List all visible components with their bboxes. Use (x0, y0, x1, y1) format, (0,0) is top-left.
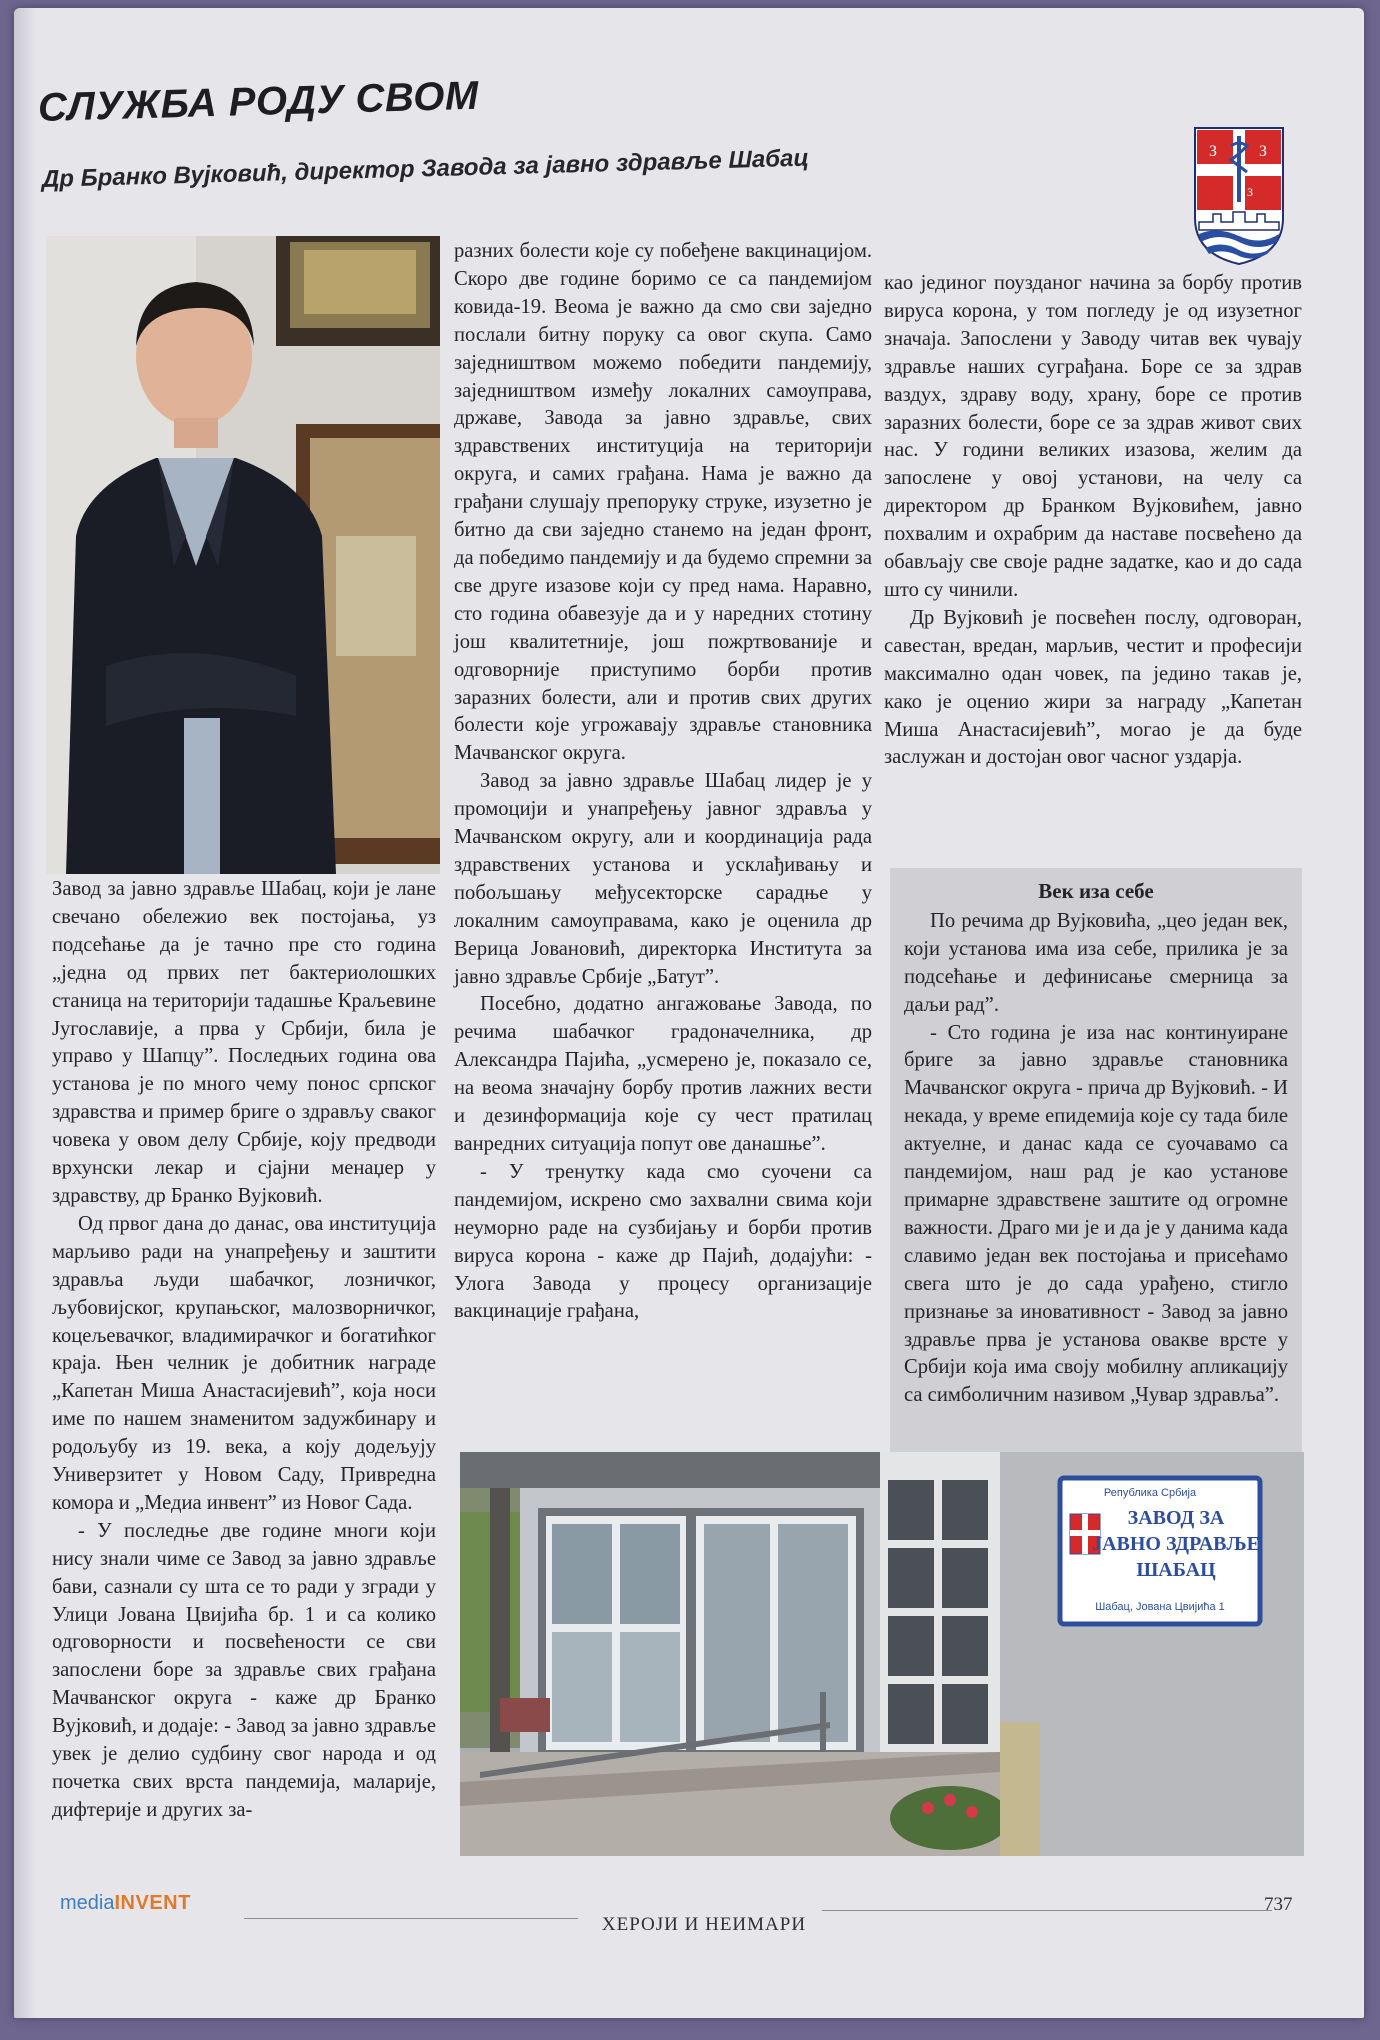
media-invent-logo (60, 1892, 191, 1915)
text-column-1 (52, 876, 436, 1825)
text-column-3 (884, 270, 1302, 772)
article-title: СЛУЖБА РОДУ СВОМ (37, 73, 480, 130)
paragraph: разних болести које су побеђене вакцинацијом. Скоро две године боримо се са пандемијом ковида-19. Веома је важно да смо сви заједно послали битну поруку са овог скупа. Само заједништвом можемо победити пандемију, заједништвом између локалних самоуправа, државе, Завода за јавно здравље, свих здравствених институција на територији округа, и самих грађана. Нама је важно да грађани слушају препоруку струке, изузетно је битно да сви заједно станемо на један фронт, да победимо пандемију и да будемо спремни за све друге изазове који су пред нама. Наравно, сто година обавезује да и у наредних стотину још квалитетније, још пожртвованије и одговорније приступимо борби против заразних болести, али и против свих других болести које угрожавају здравље становника Мачванског округа. (454, 240, 872, 765)
svg-text:З: З (1259, 143, 1268, 160)
paragraph: као јединог поузданог начина за борбу против вируса корона, у том погледу је од изузетног значаја. Запослени у Заводу читав век чувају здравље наших суграђана. Боре се за здрав ваздух, здраву воду, храну, боре се против заразних болести, боре се за здрав живот свих нас. У години великих изазова, желим да запослене у овој установи, на челу са директором др Бранком Вујковићем, јавно похвалим и охрабрим да наставе посвећено да обављају све своје радне задатке, као и до сада што су чинили. (884, 272, 1302, 601)
svg-text:З: З (1247, 185, 1254, 199)
sidebar-heading: Век иза себе (1038, 879, 1154, 903)
page-number: 737 (1264, 1894, 1293, 1915)
sign-top-text: Република Србија (1103, 1487, 1197, 1499)
article-subtitle: Др Бранко Вујковић, директор Завода за јавно здравље Шабац (41, 144, 810, 193)
city-crest-logo (1193, 126, 1285, 266)
paragraph: - У последње две године многи који нису знали чиме се Завод за јавно здравље бави, сазнали су шта се то ради у згради у Улици Јована Цвијића бр. 1 и са колико одговорности и посвећености се сви запослени боре за здравље свих грађана Мачванског округа - каже др Бранко Вујковић, и додаје: - Завод за јавно здравље увек је делио судбину свог народа и од почетка свих врста пандемија, маларије, дифтерије и других за- (52, 1519, 436, 1821)
footer-rule-left (244, 1918, 578, 1919)
paragraph: Др Вујковић је посвећен послу, одговоран, савестан, вредан, марљив, честит и професији максимално одан човек, па једино такав је, како је оценио жири за награду „Капетан Миша Анастасијевић”, могао је да буде заслужан и достојан овог часног уздарја. (884, 606, 1302, 769)
building-photo (460, 1452, 1304, 1856)
svg-text:З: З (1209, 143, 1218, 160)
paragraph: По речима др Вујковића, „цео један век, који установа има иза себе, прилика је за подсећање и дефинисање смерница за даљи рад”. (904, 909, 1288, 1016)
sidebar-box (890, 868, 1302, 1454)
sign-line-2: ЈАВНО ЗДРАВЉЕ (1092, 1533, 1260, 1555)
logo-media-text: media (60, 1892, 115, 1914)
sign-line-3: ШАБАЦ (1136, 1559, 1216, 1581)
paragraph: - Сто година је иза нас континуиране бриге за јавно здравље становника Мачванског округа - прича др Вујковић. - И некада, у време епидемија које су тада биле актуелне, и данас када се суочавамо са пандемијом, наш рад је као установе примарне здравствене заштите од огромне важности. Драго ми је и да је у данима када славимо један век постојања и присећамо свега што је до сада урађено, стигло признање за иновативност - Завод за јавно здравље прва је установа овакве врсте у Србији која има своју мобилну апликацију са симболичним називом „Чувар здравља”. (904, 1021, 1288, 1407)
magazine-page (14, 8, 1364, 2018)
text-column-2 (454, 238, 872, 1326)
portrait-illustration (46, 236, 440, 874)
logo-invent-text: INVENT (114, 1892, 191, 1914)
paragraph: Завод за јавно здравље Шабац лидер је у промоцији и унапређењу јавног здравља у Мачванском округу, али и координација рада здравствених установа и усклађивању и побољшању међусекторске сарадње у локалним самоуправама, како је оценила др Верица Јовановић, директорка Института за јавно здравље Србије „Батут”. (454, 770, 872, 988)
building-illustration (460, 1452, 1304, 1856)
sign-address: Шабац, Јована Цвијића 1 (1095, 1601, 1225, 1613)
footer-rule-right (822, 1910, 1272, 1911)
footer-section-title: ХЕРОЈИ И НЕИМАРИ (601, 1914, 807, 1935)
paragraph: Завод за јавно здравље Шабац, који је лане свечано обележио век постојања, уз подсећање да је тачно пре сто година „једна од првих пет бактериолошких станица на територији тадашње Краљевине Југославије, а прва у Србији, била је управо у Шапцу”. Последњих година ова установа је по много чему понос српског здравства и пример бриге о здрављу сваког човека у овом делу Србије, коју предводи врхунски лекар и сјајни менаџер у здравству, др Бранко Вујковић. (52, 878, 436, 1207)
paragraph: Посебно, додатно ангажовање Завода, по речима шабачког градоначелника, др Александра Пајића, „усмерено је, показало се, на веома значајну борбу против лажних вести и дезинформација које су чест пратилац ванредних ситуација попут ове данашње”. (454, 993, 872, 1155)
portrait-photo (46, 236, 440, 874)
sign-line-1: ЗАВОД ЗА (1127, 1507, 1225, 1529)
paragraph: Од првог дана до данас, ова институција марљиво ради на унапређењу и заштити здравља људи шабачког, лозничког, љубовијског, крупањског, малозворничког, коцељевачког, владимирачког и богатићког краја. Њен челник је добитник награде „Капетан Миша Анастасијевић”, која носи име по нашем знаменитом задужбинару и родољубу из 19. века, а коју додељују Универзитет у Новом Саду, Привредна комора и „Медиа инвент” из Новог Сада. (52, 1212, 436, 1514)
paragraph: - У тренутку када смо суочени са пандемијом, искрено смо захвални свима који неуморно раде на сузбијању и борби против вируса корона - каже др Пајић, додајући: - Улога Завода у процесу организације вакцинације грађана, (454, 1160, 872, 1323)
